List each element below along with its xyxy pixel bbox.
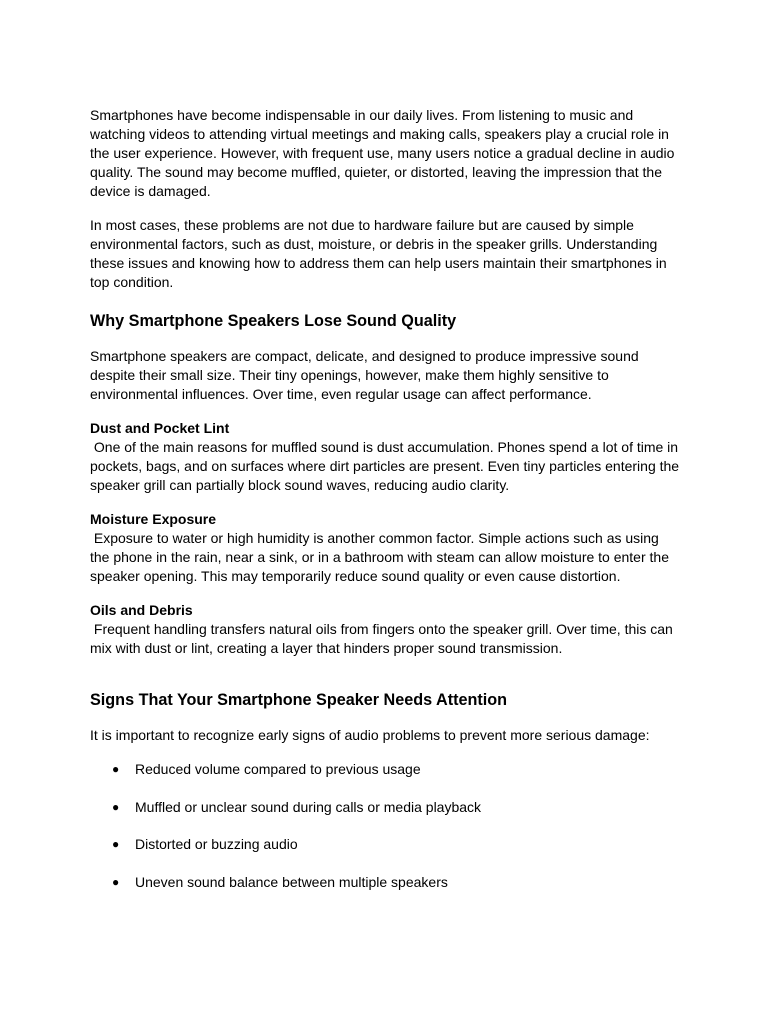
moisture-paragraph: Exposure to water or high humidity is another common factor. Simple actions such as using the phone in the rain, near a sink, or in a bathroom with steam can allow moisture to enter the speaker opening. This may temporarily reduce sound quality or even cause distortion.	[90, 530, 673, 584]
section-heading-signs: Signs That Your Smartphone Speaker Needs Attention	[90, 691, 508, 709]
intro-paragraph-1: Smartphones have become indispensable in our daily lives. From listening to music and watching videos to attending virtual meetings and making calls, speakers play a crucial role in the user experience. However, with frequent use, many users notice a gradual decline in audio quality. The sound may become muffled, quieter, or distorted, leaving the impression that the device is damaged.	[90, 107, 675, 199]
list-item	[90, 760, 682, 779]
section-heading-why: Why Smartphone Speakers Lose Sound Quality	[90, 312, 457, 330]
list-item-text: Uneven sound balance between multiple speakers	[135, 873, 448, 890]
dust-subheading: Dust and Pocket Lint	[90, 420, 230, 436]
signs-list	[90, 760, 682, 892]
list-item	[90, 873, 682, 892]
oils-subheading: Oils and Debris	[90, 602, 193, 618]
list-item	[90, 798, 682, 817]
dust-paragraph: One of the main reasons for muffled sound is dust accumulation. Phones spend a lot of time in pockets, bags, and on surfaces where dirt particles are present. Even tiny particles entering the speaker grill can partially block sound waves, reducing audio clarity.	[90, 439, 683, 493]
list-item-text: Distorted or buzzing audio	[135, 836, 298, 852]
signs-intro-paragraph: It is important to recognize early signs of audio problems to prevent more serious damage:	[90, 727, 650, 743]
moisture-subheading: Moisture Exposure	[90, 511, 217, 527]
list-item	[90, 835, 682, 854]
list-item-text: Reduced volume compared to previous usage	[135, 761, 421, 777]
document-page	[90, 106, 682, 910]
dust-block	[90, 419, 682, 495]
bullet-icon: ●	[112, 837, 120, 851]
bullet-icon: ●	[112, 799, 120, 814]
intro-paragraph-2: In most cases, these problems are not due to hardware failure but are caused by simple environmental factors, such as dust, moisture, or debris in the speaker grills. Understanding these issues and knowing how to address them can help users maintain their smartphones in top condition.	[90, 217, 667, 290]
oils-paragraph: Frequent handling transfers natural oils from fingers onto the speaker grill. Over time, this can mix with dust or lint, creating a layer that hinders proper sound transmission.	[90, 621, 677, 656]
bullet-icon: ●	[112, 762, 120, 776]
list-item-text: Muffled or unclear sound during calls or media playback	[135, 798, 482, 815]
moisture-block	[90, 510, 682, 586]
bullet-icon: ●	[112, 874, 120, 889]
oils-block	[90, 601, 682, 658]
why-intro-paragraph: Smartphone speakers are compact, delicate, and designed to produce impressive sound despite their small size. Their tiny openings, however, make them highly sensitive to environmental influences. Over time, even regular usage can affect performance.	[90, 348, 639, 402]
